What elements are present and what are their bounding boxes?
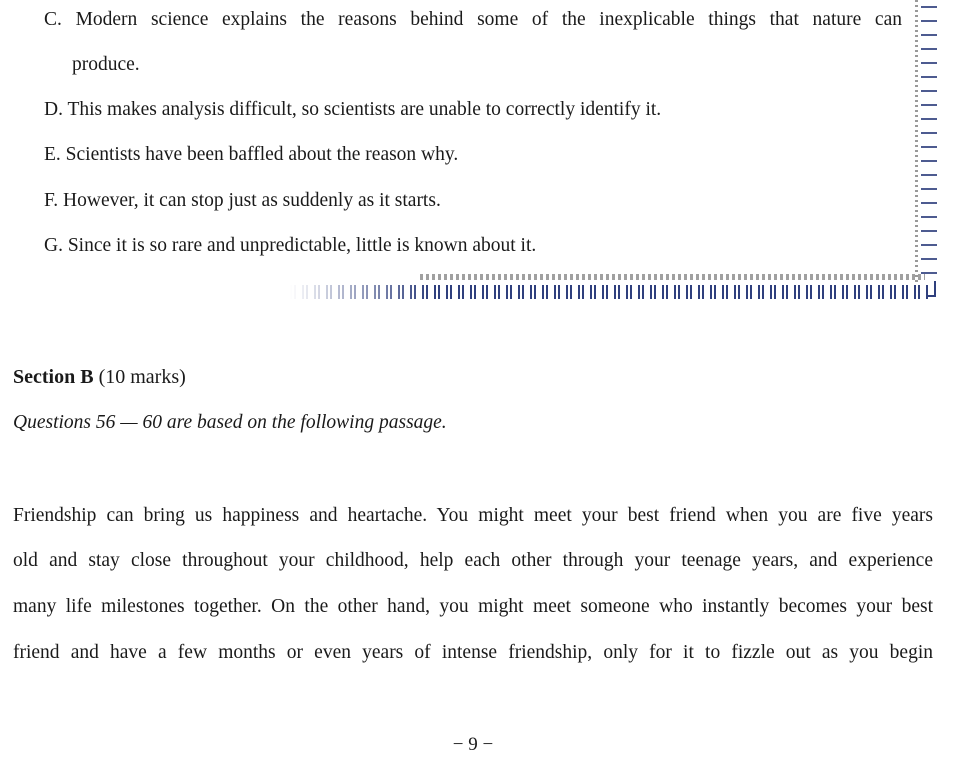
option-c: [44, 8, 902, 32]
passage-line-4: friend and have a few months or even years of intense friendship, only for it to fizzle out as you begin: [13, 642, 933, 663]
option-g: G. Since it is so rare and unpredictable, little is known about it.: [44, 235, 537, 256]
passage-line-1: Friendship can bring us happiness and heartache. You might meet your best friend when you are five years: [13, 505, 933, 526]
section-title: Section B: [13, 366, 94, 388]
option-e: E. Scientists have been baffled about the reason why.: [44, 144, 459, 165]
decorative-border-right: [921, 0, 937, 285]
section-heading: [13, 365, 186, 389]
option-c-label: C.: [44, 9, 62, 30]
page-number: − 9 −: [452, 734, 494, 755]
section-marks: (10 marks): [98, 366, 186, 388]
section-instruction: Questions 56 — 60 are based on the following passage.: [13, 412, 447, 433]
decorative-border-bottom: [290, 285, 930, 299]
option-d: D. This makes analysis difficult, so scientists are unable to correctly identify it.: [44, 99, 662, 120]
passage-line-2: old and stay close throughout your childhood, help each other through your teenage years, and experience: [13, 550, 933, 571]
decorative-border-wave: [420, 274, 925, 280]
option-c-text: Modern science explains the reasons behind some of the inexplicable things that nature can: [75, 9, 902, 30]
passage-line-3: many life milestones together. On the other hand, you might meet someone who instantly becomes your best: [13, 596, 933, 617]
option-f: F. However, it can stop just as suddenly as it starts.: [44, 190, 441, 211]
decorative-border-corner: [926, 281, 936, 297]
option-c-continuation: produce.: [72, 54, 140, 75]
